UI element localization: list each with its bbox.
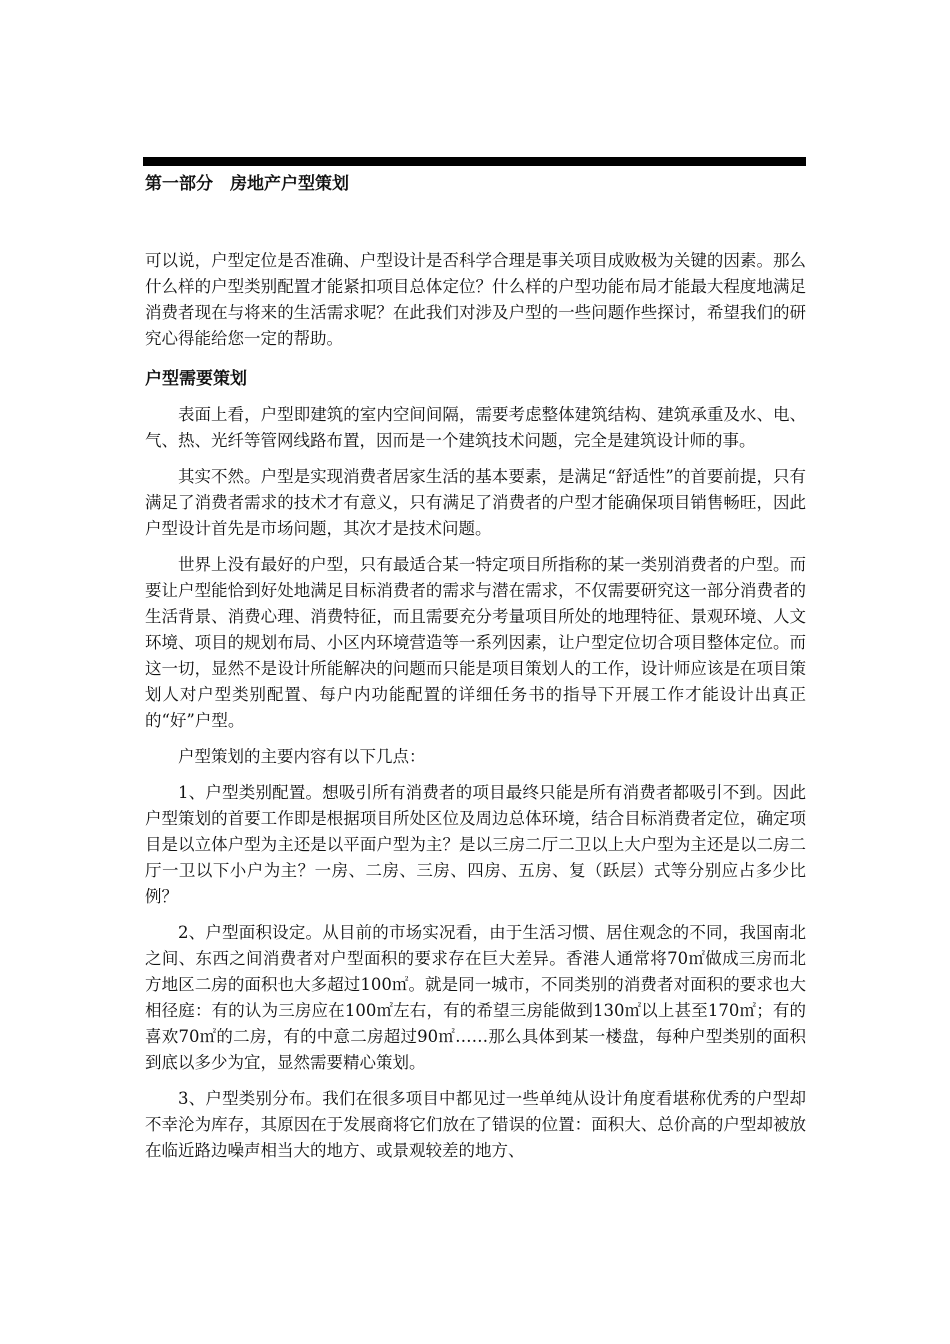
body-paragraph-7: 3、户型类别分布。我们在很多项目中都见过一些单纯从设计角度看堪称优秀的户型却不幸沦为库存，其原因在于发展商将它们放在了错误的位置：面积大、总价高的户型却被放在临近路边噪声相当大的地方、或景观较差的地方、 bbox=[145, 1089, 806, 1160]
document-body bbox=[145, 170, 806, 1164]
body-paragraph-3: 世界上没有最好的户型，只有最适合某一特定项目所指称的某一类别消费者的户型。而要让户型能恰到好处地满足目标消费者的需求与潜在需求，不仅需要研究这一部分消费者的生活背景、消费心理、消费特征，而且需要充分考量项目所处的地理特征、景观环境、人文环境、项目的规划布局、小区内环境营造等一系列因素，让户型定位切合项目整体定位。而这一切，显然不是设计所能解决的问题而只能是项目策划人的工作，设计师应该是在项目策划人对户型类别配置、每户内功能配置的详细任务书的指导下开展工作才能设计出真正的“好”户型。 bbox=[145, 555, 806, 730]
intro-paragraph: 可以说，户型定位是否准确、户型设计是否科学合理是事关项目成败极为关键的因素。那么什么样的户型类别配置才能紧扣项目总体定位？什么样的户型功能布局才能最大程度地满足消费者现在与将来的生活需求呢？在此我们对涉及户型的一些问题作些探讨，希望我们的研究心得能给您一定的帮助。 bbox=[145, 251, 806, 348]
part-title: 第一部分 房地产户型策划 bbox=[145, 174, 349, 194]
section-heading: 户型需要策划 bbox=[145, 369, 247, 389]
body-paragraph-5: 1、户型类别配置。想吸引所有消费者的项目最终只能是所有消费者都吸引不到。因此户型策划的首要工作即是根据项目所处区位及周边总体环境，结合目标消费者定位，确定项目是以立体户型为主还是以平面户型为主？是以三房二厅二卫以上大户型为主还是以二房二厅一卫以下小户为主？一房、二房、三房、四房、五房、复（跃层）式等分别应占多少比例？ bbox=[145, 783, 806, 906]
body-paragraph-2: 其实不然。户型是实现消费者居家生活的基本要素，是满足“舒适性”的首要前提，只有满足了消费者需求的技术才有意义，只有满足了消费者的户型才能确保项目销售畅旺，因此户型设计首先是市场问题，其次才是技术问题。 bbox=[145, 467, 806, 538]
body-paragraph-4: 户型策划的主要内容有以下几点： bbox=[178, 747, 426, 766]
body-paragraph-6: 2、户型面积设定。从目前的市场实况看，由于生活习惯、居住观念的不同，我国南北之间、东西之间消费者对户型面积的要求存在巨大差异。香港人通常将70㎡做成三房而北方地区二房的面积也大多超过100㎡。就是同一城市，不同类别的消费者对面积的要求也大相径庭：有的认为三房应在100㎡左右，有的希望三房能做到130㎡以上甚至170㎡；有的喜欢70㎡的二房，有的中意二房超过90㎡……那么具体到某一楼盘，每种户型类别的面积到底以多少为宜，显然需要精心策划。 bbox=[145, 923, 806, 1072]
body-paragraph-1: 表面上看，户型即建筑的室内空间间隔，需要考虑整体建筑结构、建筑承重及水、电、气、热、光纤等管网线路布置，因而是一个建筑技术问题，完全是建筑设计师的事。 bbox=[145, 405, 806, 450]
header-rule bbox=[143, 157, 806, 166]
